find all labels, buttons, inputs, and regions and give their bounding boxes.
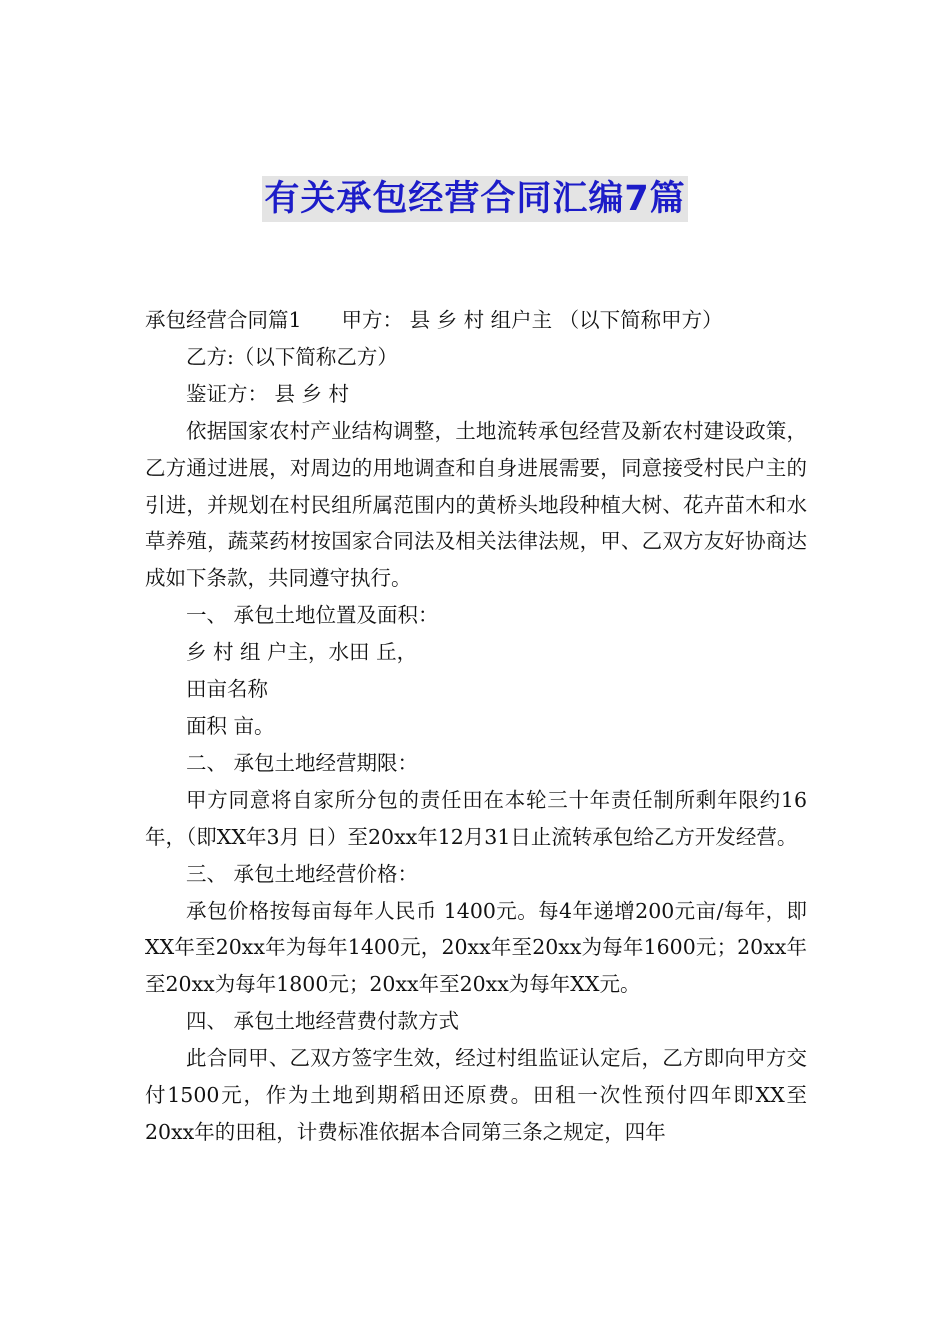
party-a-line: 甲方： 县 乡 村 组户主 （以下简称甲方） <box>341 308 723 332</box>
section-heading-3: 三、 承包土地经营价格： <box>186 861 419 886</box>
paragraph-term: 甲方同意将自家所分包的责任田在本轮三十年责任制所剩年限约16年，（即XX年3月 日）至20xx年12月31日止流转承包给乙方开发经营。 <box>145 787 807 849</box>
contract-heading: 承包经营合同篇1 <box>145 308 302 332</box>
paragraph-field-name: 田亩名称 <box>186 677 268 702</box>
title-container <box>0 176 950 222</box>
paragraph-price: 承包价格按每亩每年人民币 1400元。每4年递增200元亩/每年，即XX年至20xx年为每年1400元，20xx年至20xx为每年1600元；20xx年至20xx为每年1800元；20xx年至20xx为每年XX元。 <box>145 898 807 997</box>
section-heading-4: 四、 承包土地经营费付款方式 <box>186 1009 460 1034</box>
paragraph-area: 面积 亩。 <box>186 713 275 738</box>
document-title: 有关承包经营合同汇编7篇 <box>262 176 687 222</box>
first-line <box>145 302 807 339</box>
section-heading-1: 一、 承包土地位置及面积： <box>186 603 439 628</box>
paragraph-location: 乡 村 组 户主，水田 丘， <box>186 640 418 665</box>
paragraph-payment: 此合同甲、乙双方签字生效，经过村组监证认定后，乙方即向甲方交付1500元，作为土地到期稻田还原费。田租一次性预付四年即XX至20xx年的田租，计费标准依据本合同第三条之规定，四年 <box>145 1046 807 1144</box>
paragraph-party-b: 乙方:（以下简称乙方） <box>186 344 398 369</box>
paragraph-witness: 鉴证方： 县 乡 村 <box>186 381 350 406</box>
document-body <box>145 302 807 1151</box>
paragraph-preamble: 依据国家农村产业结构调整，土地流转承包经营及新农村建设政策，乙方通过进展，对周边的用地调查和自身进展需要，同意接受村民户主的引进，并规划在村民组所属范围内的黄桥头地段种植大树、花卉苗木和水草养殖，蔬菜药材按国家合同法及相关法律法规，甲、乙双方友好协商达成如下条款，共同遵守执行。 <box>145 418 807 591</box>
section-heading-2: 二、 承包土地经营期限： <box>186 750 419 775</box>
